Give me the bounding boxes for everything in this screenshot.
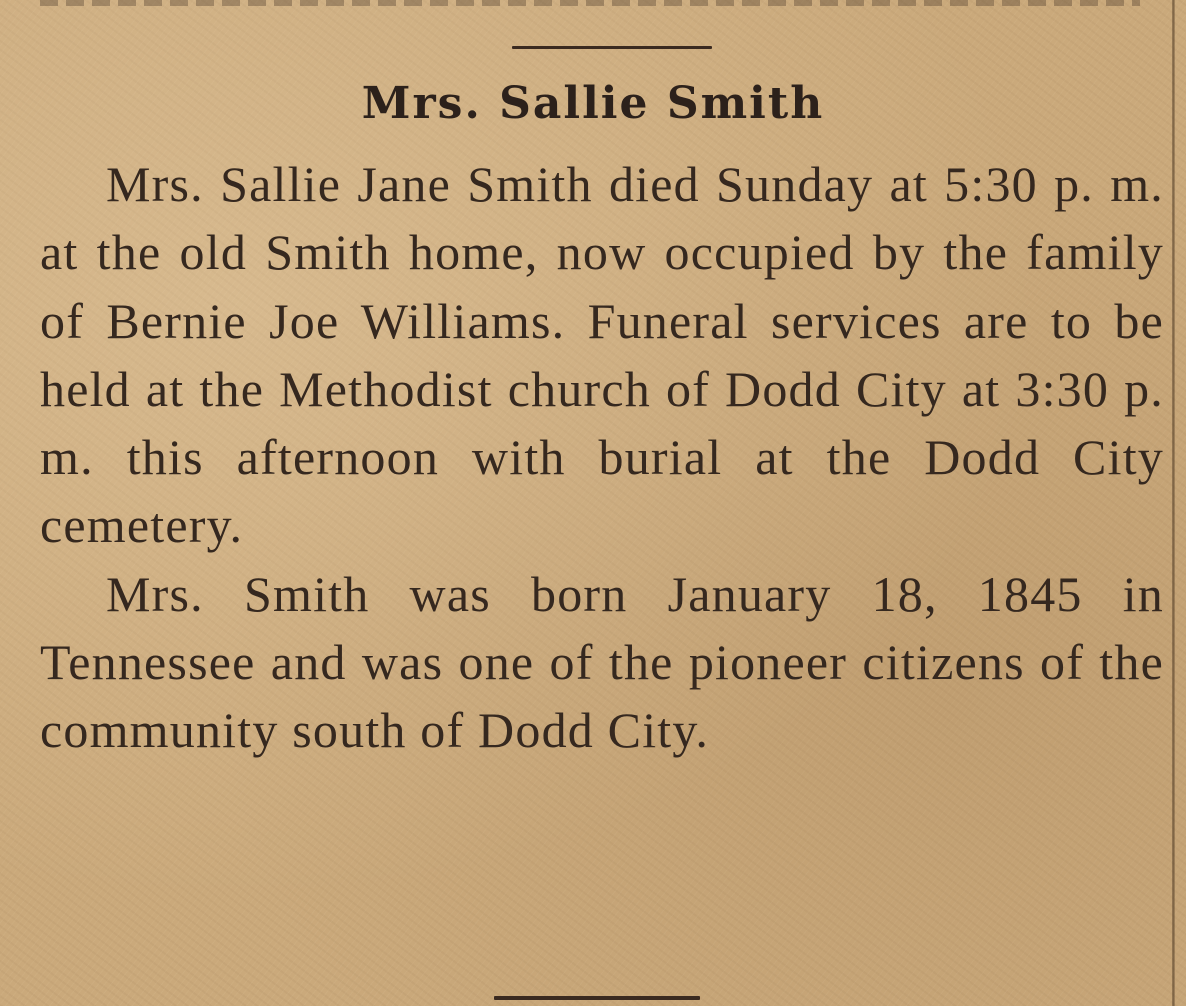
clipping-edge (1172, 0, 1175, 1006)
obituary-headline: Mrs. Sallie Smith (361, 78, 825, 129)
section-divider-bottom (494, 996, 700, 1000)
obituary-body (40, 150, 1164, 765)
obituary-paragraph-2: Mrs. Smith was born January 18, 1845 in Tennessee and was one of the pioneer citizens of the community south of Dodd City. (40, 565, 1164, 759)
obituary-paragraph-1: Mrs. Sallie Jane Smith died Sunday at 5:30 p. m. at the old Smith home, now occupied by the family of Bernie Joe Williams. Funeral services are to be held at the Methodist church of Dodd City at 3:30 p. m. this afternoon with burial at the Dodd City cemetery. (40, 156, 1164, 554)
section-divider-top (512, 46, 712, 49)
cut-off-previous-text (40, 0, 1140, 6)
